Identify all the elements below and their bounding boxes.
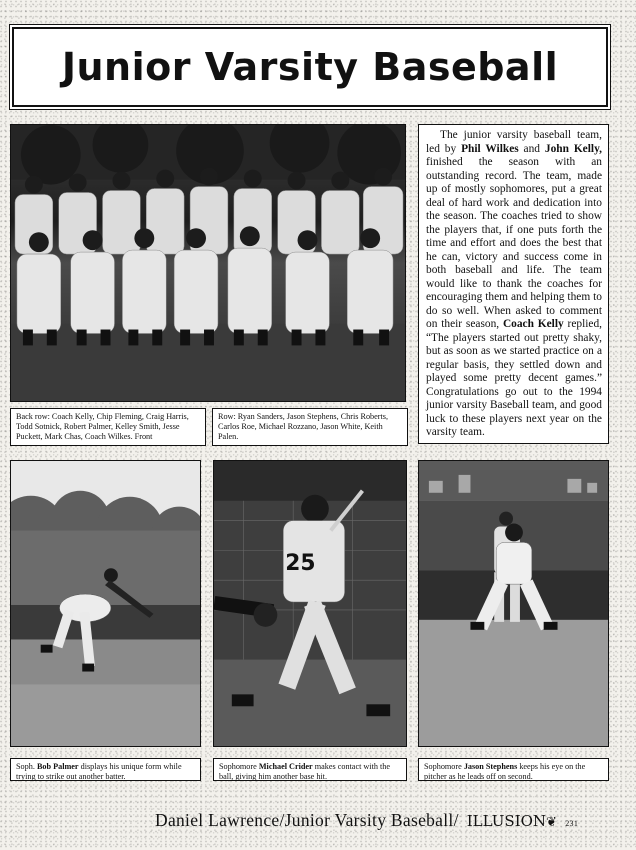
pitcher-photo-image: [11, 461, 200, 746]
batter-photo-image: [214, 461, 406, 746]
page-title: Junior Varsity Baseball: [61, 45, 559, 89]
story-paragraph: The junior varsity baseball team, led by Phil Wilkes and John Kelly, finished the season with an outstanding record. The team, made up of mostly sophomores, put a great deal of hard work and dedication into the season. The coaches tried to show the players that, if one puts forth the time and effort and does the best that he can, victory and success come in both baseball and life. The team would like to thank the coaches for encouraging them and helping them to do so well. When asked to comment on their season, Coach Kelly replied, “The players started out pretty shaky, but as soon as we started practice on a regular basis, they settled down and played some pretty decent games.” Congratulations go out to the 1994 junior varsity Baseball team, and good luck to these players next year on the varsity team.: [426, 129, 602, 438]
player-name: Bob Palmer: [36, 762, 79, 771]
team-caption-right-text: Row: Ryan Sanders, Jason Stephens, Chris Roberts, Carlos Roe, Michael Rozzano, Jason White, Keith Palen.: [218, 412, 389, 441]
team-photo: [10, 124, 406, 402]
title-banner: [12, 27, 608, 107]
runner-photo: [418, 460, 609, 747]
batter-caption: Sophomore Michael Crider makes contact with the ball, giving him another base hit.: [213, 758, 407, 781]
feather-icon: ❦: [546, 814, 558, 829]
jersey-number: 25: [285, 551, 316, 577]
team-caption-left: [10, 408, 206, 446]
runner-caption: Sophomore Jason Stephens keeps his eye on the pitcher as he leads off on second.: [418, 758, 609, 781]
footer-credit: Daniel Lawrence/Junior Varsity Baseball/: [155, 810, 459, 830]
coach-name: Coach Kelly: [502, 318, 564, 330]
yearbook-logo: ILLUSION: [466, 812, 547, 830]
team-photo-image: [11, 125, 405, 401]
page-number: 231: [565, 819, 579, 828]
team-caption-right: [212, 408, 408, 446]
player-name: Michael Crider: [258, 762, 313, 771]
runner-photo-image: [419, 461, 608, 746]
player-name: Jason Stephens: [463, 762, 518, 771]
coach-name: John Kelly,: [544, 142, 602, 155]
team-caption-left-text: Back row: Coach Kelly, Chip Fleming, Craig Harris, Todd Sotnick, Robert Palmer, Kelley Smith, Jesse Puckett, Mark Chas, Coach Wilkes. Front: [16, 412, 189, 441]
pitcher-caption: Soph. Bob Palmer displays his unique form while trying to strike out another batter.: [10, 758, 201, 781]
page-footer: [155, 810, 625, 836]
pitcher-photo: [10, 460, 201, 747]
story-article: [418, 124, 609, 444]
batter-photo: [213, 460, 407, 747]
coach-name: Phil Wilkes: [461, 142, 519, 155]
